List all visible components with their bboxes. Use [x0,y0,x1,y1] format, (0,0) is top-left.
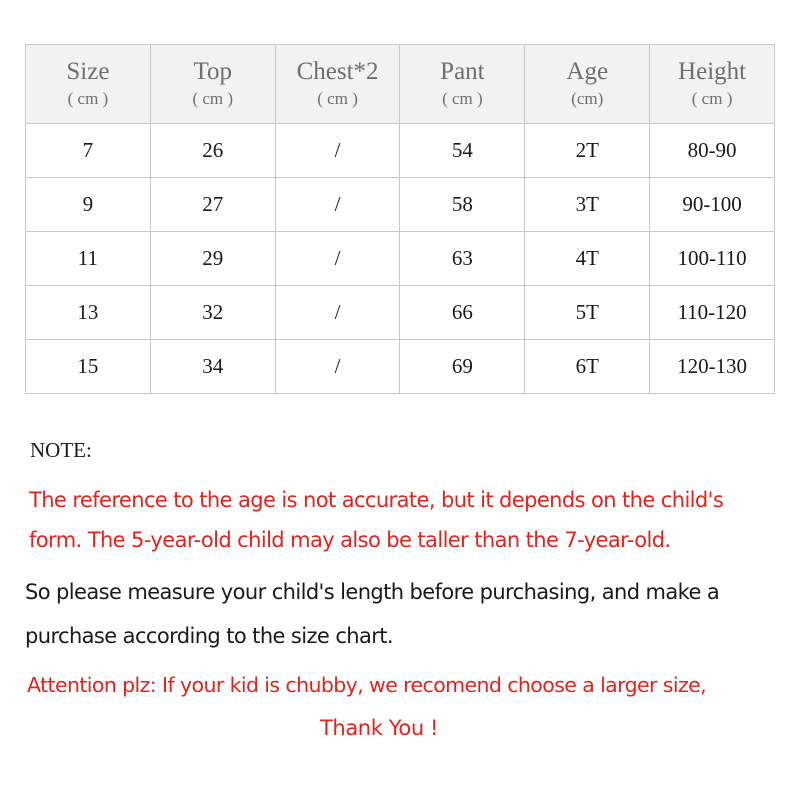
cell-size: 7 [26,124,151,178]
note-label: NOTE: [30,438,92,462]
column-title: Pant [440,58,485,85]
cell-size: 11 [26,232,151,286]
cell-top: 34 [150,340,275,394]
cell-pant: 66 [400,286,525,340]
cell-pant: 54 [400,124,525,178]
table-row [26,124,775,178]
cell-height: 120-130 [650,340,775,394]
header-row [26,45,775,124]
cell-top: 32 [150,286,275,340]
cell-pant: 63 [400,232,525,286]
header-cell-size [26,45,151,124]
column-unit: (cm) [571,89,604,108]
column-unit: ( cm ) [691,89,733,108]
header-cell-pant [400,45,525,124]
cell-height: 100-110 [650,232,775,286]
column-title: Height [678,58,747,85]
size-chart-header [26,45,775,124]
thank-you-text: Thank You ! [320,716,439,740]
cell-height: 80-90 [650,124,775,178]
table-row [26,340,775,394]
cell-chest: / [275,232,400,286]
cell-size: 15 [26,340,151,394]
cell-chest: / [275,286,400,340]
table-row [26,178,775,232]
column-title: Chest*2 [296,58,379,85]
cell-age: 5T [525,286,650,340]
column-unit: ( cm ) [442,89,483,108]
column-unit: ( cm ) [317,89,358,108]
column-title: Top [193,58,232,85]
cell-chest: / [275,124,400,178]
header-cell-top [150,45,275,124]
measure-instruction-text: So please measure your child's length before purchasing, and make a purchase according to the size chart. [25,580,720,648]
cell-age: 2T [525,124,650,178]
cell-chest: / [275,178,400,232]
table-row [26,286,775,340]
attention-text: Attention plz: If your kid is chubby, we recomend choose a larger size, [27,673,707,697]
column-unit: ( cm ) [67,89,109,108]
header-cell-height [650,45,775,124]
column-unit: ( cm ) [192,89,234,108]
cell-age: 3T [525,178,650,232]
age-disclaimer-text: The reference to the age is not accurate, but it depends on the child's form. The 5-year-old child may also be taller than the 7-year-old. [29,488,724,552]
column-title: Age [566,58,609,85]
size-chart-body [26,124,775,394]
table-row [26,232,775,286]
cell-height: 90-100 [650,178,775,232]
cell-height: 110-120 [650,286,775,340]
header-cell-age [525,45,650,124]
size-chart-table [25,44,775,394]
cell-age: 4T [525,232,650,286]
cell-pant: 69 [400,340,525,394]
cell-top: 26 [150,124,275,178]
cell-pant: 58 [400,178,525,232]
cell-size: 13 [26,286,151,340]
header-cell-chest [275,45,400,124]
cell-size: 9 [26,178,151,232]
cell-chest: / [275,340,400,394]
cell-top: 27 [150,178,275,232]
cell-top: 29 [150,232,275,286]
column-title: Size [66,58,110,85]
cell-age: 6T [525,340,650,394]
